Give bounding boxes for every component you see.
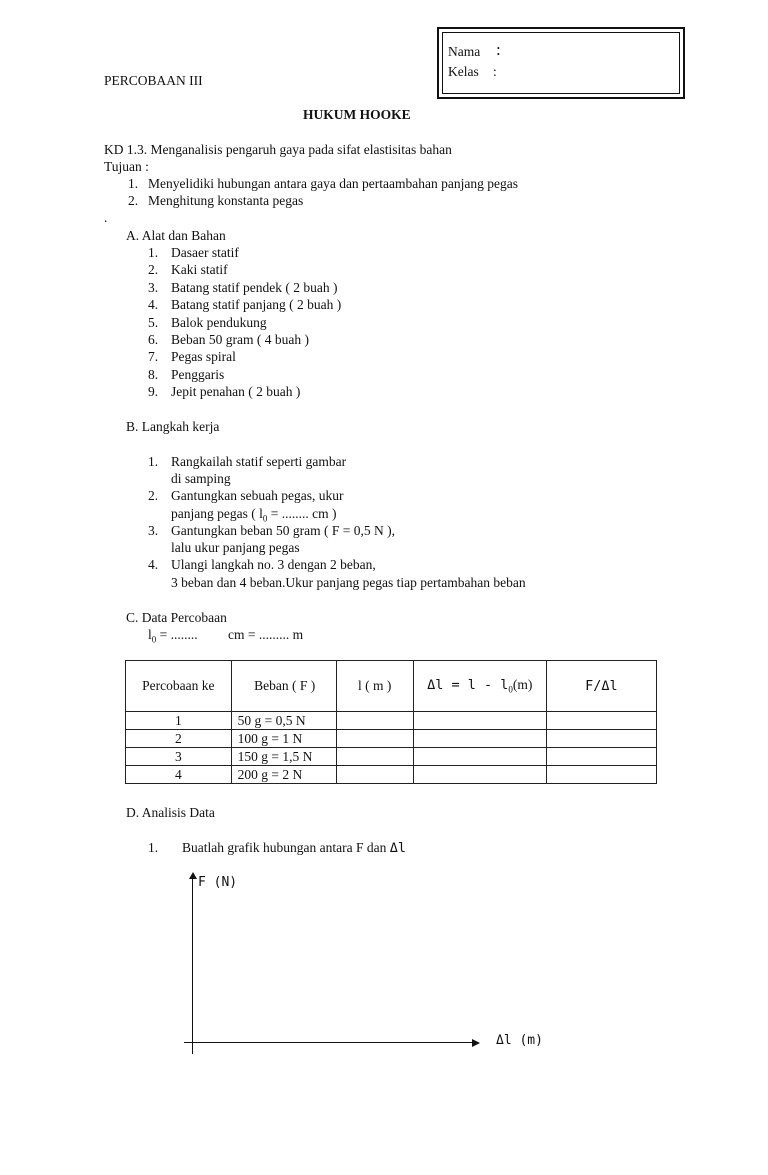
cell-beban: 150 g = 1,5 N xyxy=(231,748,336,766)
cell-beban: 50 g = 0,5 N xyxy=(231,712,336,730)
x-axis-arrow-icon xyxy=(472,1039,480,1047)
tujuan-num-1: 1. xyxy=(128,176,139,191)
step-num: 2. xyxy=(148,488,159,503)
analysis-item-text: Buatlah grafik hubungan antara F dan Δl xyxy=(182,840,406,856)
col-header-percobaan: Percobaan ke xyxy=(126,661,232,712)
list-item-num: 5. xyxy=(148,315,159,330)
l0-line: $l_0$ = ........ xyxy=(148,627,198,645)
cell-empty[interactable] xyxy=(413,712,546,730)
cell-empty[interactable] xyxy=(413,730,546,748)
list-item-num: 3. xyxy=(148,280,159,295)
kelas-colon: : xyxy=(493,64,497,79)
col-header-beban: Beban ( F ) xyxy=(231,661,336,712)
section-b-heading: B. Langkah kerja xyxy=(126,419,220,434)
tujuan-item-2: Menghitung konstanta pegas xyxy=(148,193,304,208)
nama-label: Nama xyxy=(448,44,481,59)
cell-empty[interactable] xyxy=(413,766,546,784)
tujuan-label: Tujuan : xyxy=(104,159,149,174)
list-item: Kaki statif xyxy=(171,262,228,277)
col-header-delta-l: $\Delta l = l - l_0(m)$ xyxy=(413,661,546,712)
cell-empty[interactable] xyxy=(336,712,413,730)
cell-beban: 200 g = 2 N xyxy=(231,766,336,784)
cell-empty[interactable] xyxy=(413,748,546,766)
list-item-num: 2. xyxy=(148,262,159,277)
table-row xyxy=(126,712,657,730)
table-header-row xyxy=(126,661,657,712)
name-class-box-inner xyxy=(442,32,680,94)
x-axis xyxy=(184,1042,474,1043)
list-item-num: 6. xyxy=(148,332,159,347)
cell-no: 1 xyxy=(126,712,232,730)
step-line-with-subscript: panjang pegas ( $l_0$ = ........ cm ) xyxy=(171,506,337,524)
x-axis-label: Δl (m) xyxy=(496,1033,543,1048)
col-header-f-per-delta-l: F/Δl xyxy=(546,661,656,712)
list-item: Jepit penahan ( 2 buah ) xyxy=(171,384,301,399)
step-num: 3. xyxy=(148,523,159,538)
step-line: di samping xyxy=(171,471,231,486)
step-line: 3 beban dan 4 beban.Ukur panjang pegas tiap pertambahan beban xyxy=(171,575,526,590)
page-title: HUKUM HOOKE xyxy=(303,107,411,122)
y-axis-label: F (N) xyxy=(198,875,238,890)
stray-dot: . xyxy=(104,210,108,225)
table-row xyxy=(126,748,657,766)
table-row xyxy=(126,766,657,784)
name-class-box xyxy=(437,27,685,99)
section-a-heading: A. Alat dan Bahan xyxy=(126,228,226,243)
list-item-num: 9. xyxy=(148,384,159,399)
cell-no: 3 xyxy=(126,748,232,766)
step-line: lalu ukur panjang pegas xyxy=(171,540,300,555)
tujuan-item-1: Menyelidiki hubungan antara gaya dan pertaambahan panjang pegas xyxy=(148,176,518,191)
list-item: Batang statif pendek ( 2 buah ) xyxy=(171,280,338,295)
step-line: Gantungkan beban 50 gram ( F = 0,5 N ), xyxy=(171,523,395,538)
tujuan-num-2: 2. xyxy=(128,193,139,208)
cell-empty[interactable] xyxy=(546,766,656,784)
step-line: Ulangi langkah no. 3 dengan 2 beban, xyxy=(171,557,376,572)
cell-empty[interactable] xyxy=(546,748,656,766)
step-num: 1. xyxy=(148,454,159,469)
section-d-heading: D. Analisis Data xyxy=(126,805,215,820)
data-table xyxy=(125,660,657,784)
col-header-l: l ( m ) xyxy=(336,661,413,712)
list-item: Pegas spiral xyxy=(171,349,236,364)
cell-empty[interactable] xyxy=(336,748,413,766)
step-num: 4. xyxy=(148,557,159,572)
cell-beban: 100 g = 1 N xyxy=(231,730,336,748)
cell-empty[interactable] xyxy=(546,730,656,748)
y-axis-arrow-icon xyxy=(189,872,197,879)
list-item-num: 8. xyxy=(148,367,159,382)
step-line: Gantungkan sebuah pegas, ukur xyxy=(171,488,344,503)
kelas-label: Kelas xyxy=(448,64,479,79)
cell-empty[interactable] xyxy=(336,766,413,784)
nama-colon: : xyxy=(496,40,501,59)
list-item-num: 7. xyxy=(148,349,159,364)
y-axis xyxy=(192,876,193,1054)
section-c-heading: C. Data Percobaan xyxy=(126,610,227,625)
analysis-item-num: 1. xyxy=(148,840,159,855)
cell-empty[interactable] xyxy=(546,712,656,730)
cell-no: 4 xyxy=(126,766,232,784)
table-row xyxy=(126,730,657,748)
cell-no: 2 xyxy=(126,730,232,748)
cell-empty[interactable] xyxy=(336,730,413,748)
list-item: Beban 50 gram ( 4 buah ) xyxy=(171,332,309,347)
percobaan-label: PERCOBAAN III xyxy=(104,73,203,88)
list-item-num: 1. xyxy=(148,245,159,260)
list-item: Penggaris xyxy=(171,367,225,382)
l0-units: cm = ......... m xyxy=(228,627,304,642)
list-item: Dasaer statif xyxy=(171,245,239,260)
step-line: Rangkailah statif seperti gambar xyxy=(171,454,347,469)
list-item: Batang statif panjang ( 2 buah ) xyxy=(171,297,342,312)
list-item-num: 4. xyxy=(148,297,159,312)
list-item: Balok pendukung xyxy=(171,315,267,330)
kd-line: KD 1.3. Menganalisis pengaruh gaya pada sifat elastisitas bahan xyxy=(104,142,452,157)
